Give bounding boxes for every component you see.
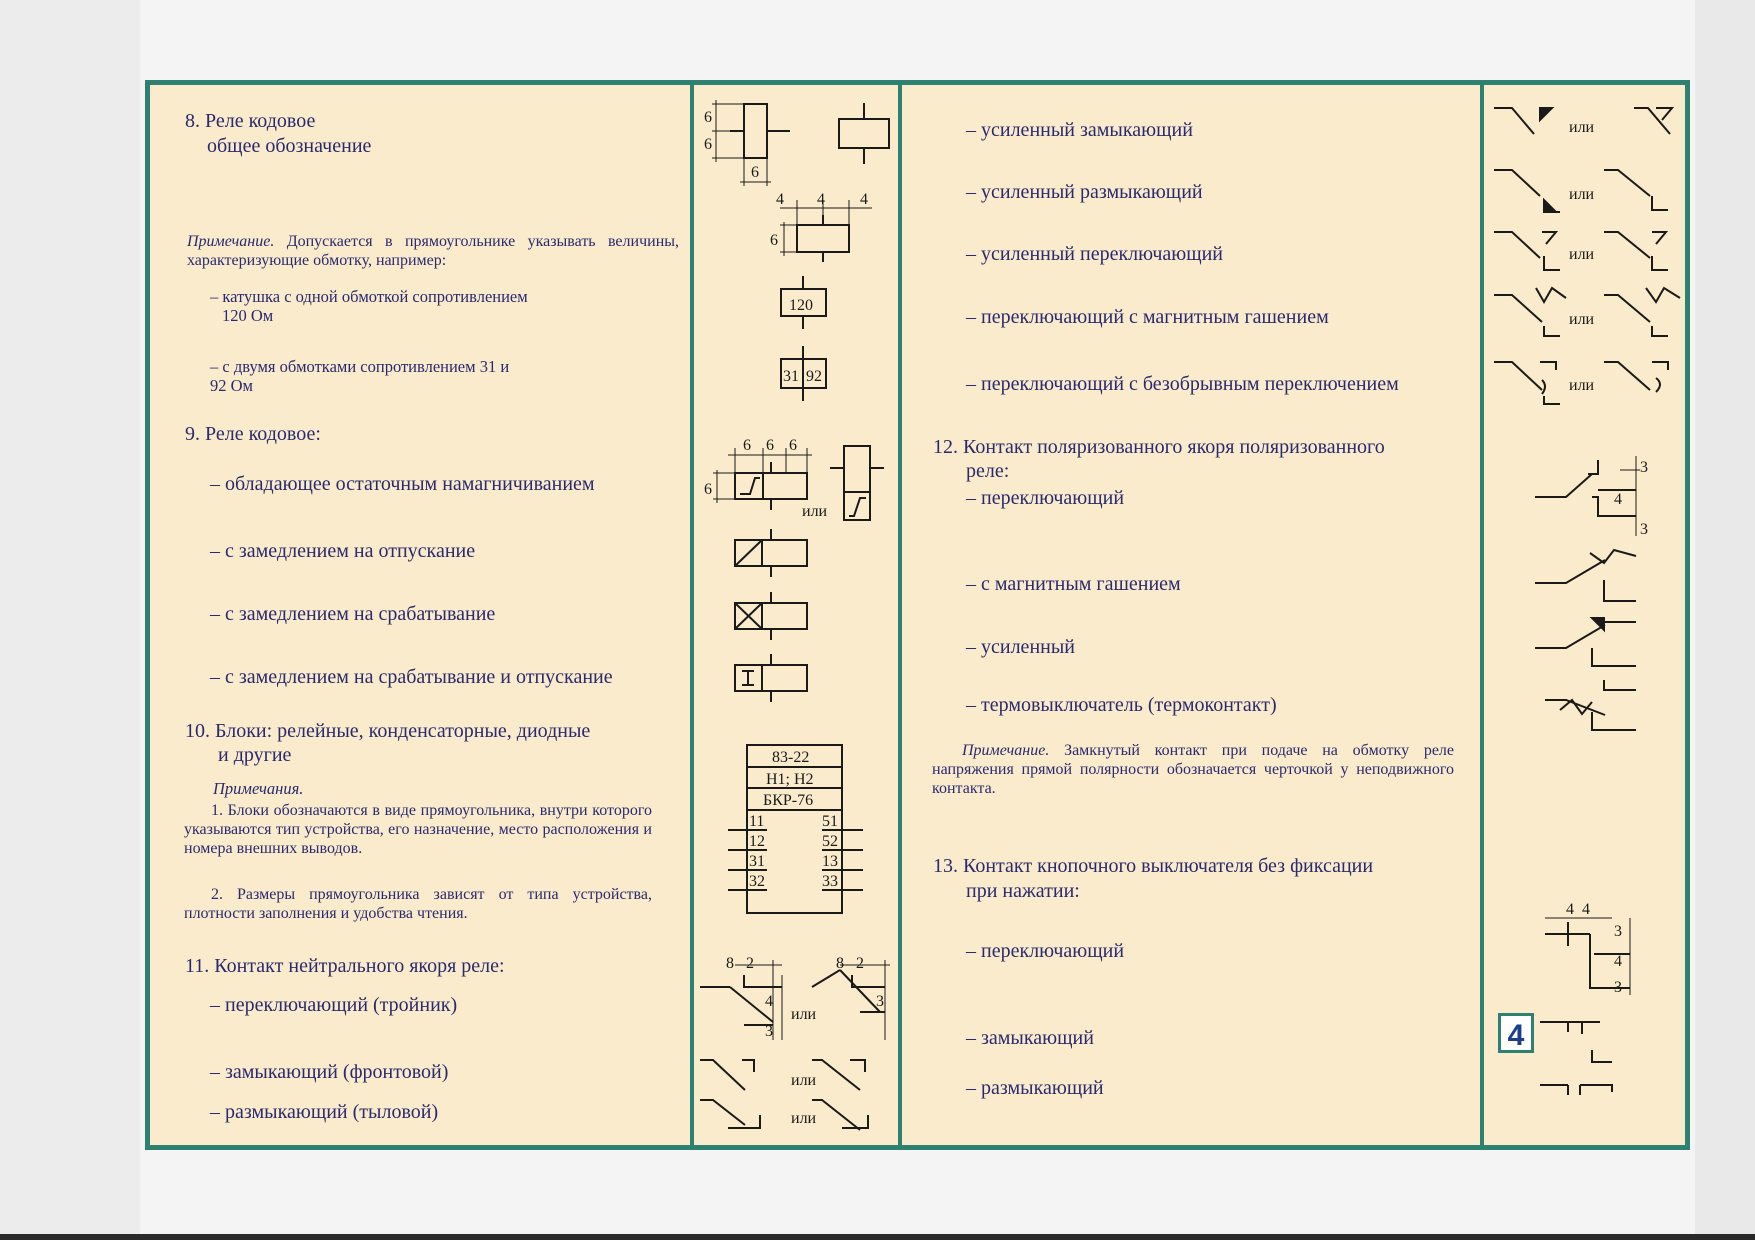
contact-variant-item: – переключающий с безобрывным переключением xyxy=(966,373,1399,395)
or-label: или xyxy=(791,1110,817,1127)
page-number-badge: 4 xyxy=(1498,1013,1534,1053)
section-12-item: – с магнитным гашением xyxy=(966,573,1181,595)
block-name-label: БКР-76 xyxy=(763,792,814,809)
section-9-item: – с замедлением на срабатывание xyxy=(210,603,496,625)
section-8-item1: – катушка с одной обмоткой сопротивлением xyxy=(210,287,528,306)
section-8-item1-cont: 120 Ом xyxy=(222,306,274,325)
pin-label: 11 xyxy=(749,813,765,830)
dim-label-4: 4 xyxy=(1614,491,1622,508)
or-label: или xyxy=(802,503,828,520)
dim-label-3: 3 xyxy=(1640,459,1648,476)
or-label: или xyxy=(1569,377,1595,394)
button-make-contact xyxy=(1540,1022,1612,1062)
thermal-switch-contact xyxy=(1545,680,1636,730)
section-13-title-cont: при нажатии: xyxy=(966,880,1080,902)
polarized-magnetic-blowout-contact xyxy=(1535,550,1636,601)
dim-label-4: 4 xyxy=(817,191,825,208)
dim-label-8: 8 xyxy=(726,955,734,972)
pin-label: 32 xyxy=(749,873,765,890)
dim-label-6: 6 xyxy=(743,437,751,454)
note-text: Допускается в прямоугольнике указывать величины, характеризующие обмотку, например: xyxy=(187,233,679,269)
dim-label-2: 2 xyxy=(746,955,754,972)
dim-label-3: 3 xyxy=(876,993,884,1010)
section-11-item: – переключающий (тройник) xyxy=(210,994,458,1016)
relay-remanent-symbol xyxy=(713,448,812,510)
section-11-item: – замыкающий (фронтовой) xyxy=(210,1061,449,1083)
section-8-title: 8. Реле кодовое xyxy=(185,110,316,132)
dim-label-3: 3 xyxy=(1614,923,1622,940)
section-13-item: – размыкающий xyxy=(966,1077,1104,1099)
coil-value-label: 120 xyxy=(789,297,813,314)
section-12-item: – термовыключатель (термоконтакт) xyxy=(966,694,1277,716)
section-10-title-cont: и другие xyxy=(218,744,292,766)
section-12-title: 12. Контакт поляризованного якоря поляризованного xyxy=(933,436,1385,458)
pin-label: 52 xyxy=(822,833,838,850)
section-13-item: – переключающий xyxy=(966,940,1125,962)
dim-label-6: 6 xyxy=(789,437,797,454)
dim-label-4: 4 xyxy=(1582,901,1590,918)
section-8-subtitle: общее обозначение xyxy=(207,135,372,157)
relay-slow-release-symbol xyxy=(735,529,807,577)
pin-label: 33 xyxy=(822,873,838,890)
dim-label-4: 4 xyxy=(860,191,868,208)
or-label: или xyxy=(791,1006,817,1023)
make-contact-symbol xyxy=(700,1060,754,1090)
relay-symbol xyxy=(839,103,889,164)
section-13-item: – замыкающий xyxy=(966,1027,1094,1049)
contact-variant-item: – усиленный замыкающий xyxy=(966,119,1193,141)
or-label: или xyxy=(1569,311,1595,328)
dim-label-2: 2 xyxy=(856,955,864,972)
coil-value-label: 31 xyxy=(783,368,799,385)
section-12-item: – усиленный xyxy=(966,636,1075,658)
dim-label-3: 3 xyxy=(765,1023,773,1040)
section-9-item: – обладающее остаточным намагничиванием xyxy=(210,473,595,495)
note-label: Примечание. xyxy=(962,742,1050,759)
or-label: или xyxy=(1569,119,1595,136)
or-label: или xyxy=(791,1072,817,1089)
pin-label: 13 xyxy=(822,853,838,870)
dim-label-4: 4 xyxy=(776,191,784,208)
coil-value-label: 92 xyxy=(806,368,822,385)
dim-label-6: 6 xyxy=(770,232,778,249)
break-contact-symbol-alt xyxy=(812,1100,868,1130)
section-12-title-cont: реле: xyxy=(966,460,1010,482)
dim-label-3: 3 xyxy=(1640,521,1648,538)
make-contact-symbol-alt xyxy=(812,1060,865,1090)
dim-label-6: 6 xyxy=(704,109,712,126)
dim-label-8: 8 xyxy=(836,955,844,972)
or-label: или xyxy=(1569,246,1595,263)
contact-variant-item: – усиленный переключающий xyxy=(966,243,1224,265)
break-contact-symbol xyxy=(700,1100,760,1128)
polarized-changeover-contact xyxy=(1535,456,1640,536)
dim-label-3: 3 xyxy=(1614,979,1622,996)
relay-slow-operate-release-symbol xyxy=(735,654,807,702)
section-8-item2: – с двумя обмотками сопротивлением 31 и xyxy=(210,357,510,376)
polarized-reinforced-contact xyxy=(1535,618,1636,666)
section-10-note-1: 1. Блоки обозначаются в виде прямоугольника, внутри которого указываются тип устройства, его назначение, место расположения и номера внешних выводов. xyxy=(184,802,652,857)
note-text: Замкнутый контакт при подаче на обмотку реле напряжения прямой полярности обозначается черточкой у неподвижного контакта. xyxy=(932,742,1454,797)
dim-label-4: 4 xyxy=(765,993,773,1010)
section-8-item2-cont: 92 Ом xyxy=(210,376,253,395)
section-10-notes-label: Примечания. xyxy=(213,779,304,798)
section-9-item: – с замедлением на отпускание xyxy=(210,540,476,562)
button-break-contact xyxy=(1540,1085,1612,1095)
contact-variant-item: – усиленный размыкающий xyxy=(966,181,1203,203)
section-9-title: 9. Реле кодовое: xyxy=(185,423,321,445)
section-13-title: 13. Контакт кнопочного выключателя без фиксации xyxy=(933,855,1374,877)
section-10-title: 10. Блоки: релейные, конденсаторные, диодные xyxy=(185,720,591,742)
section-9-item: – с замедлением на срабатывание и отпускание xyxy=(210,666,613,688)
section-10-note-2: 2. Размеры прямоугольника зависят от типа устройства, плотности заполнения и удобства чтения. xyxy=(184,886,652,922)
section-11-item: – размыкающий (тыловой) xyxy=(210,1101,439,1123)
dim-label-6: 6 xyxy=(766,437,774,454)
relay-remanent-vertical-symbol xyxy=(830,446,884,520)
section-12-item: – переключающий xyxy=(966,487,1125,509)
block-type-label: 83-22 xyxy=(772,749,810,766)
pin-label: 12 xyxy=(749,833,765,850)
pin-label: 51 xyxy=(822,813,838,830)
dim-label-6: 6 xyxy=(704,136,712,153)
relay-symbol-with-value-dimensions xyxy=(780,200,872,262)
dim-label-4: 4 xyxy=(1614,953,1622,970)
section-11-title: 11. Контакт нейтрального якоря реле: xyxy=(185,955,505,977)
note-label: Примечание. xyxy=(187,233,275,250)
block-place-label: Н1; Н2 xyxy=(766,771,814,788)
contact-variant-item: – переключающий с магнитным гашением xyxy=(966,306,1329,328)
dim-label-4: 4 xyxy=(1566,901,1574,918)
or-label: или xyxy=(1569,186,1595,203)
pin-label: 31 xyxy=(749,853,765,870)
relay-slow-operate-symbol xyxy=(735,592,807,640)
dim-label-6: 6 xyxy=(704,481,712,498)
dim-label-6: 6 xyxy=(751,164,759,181)
